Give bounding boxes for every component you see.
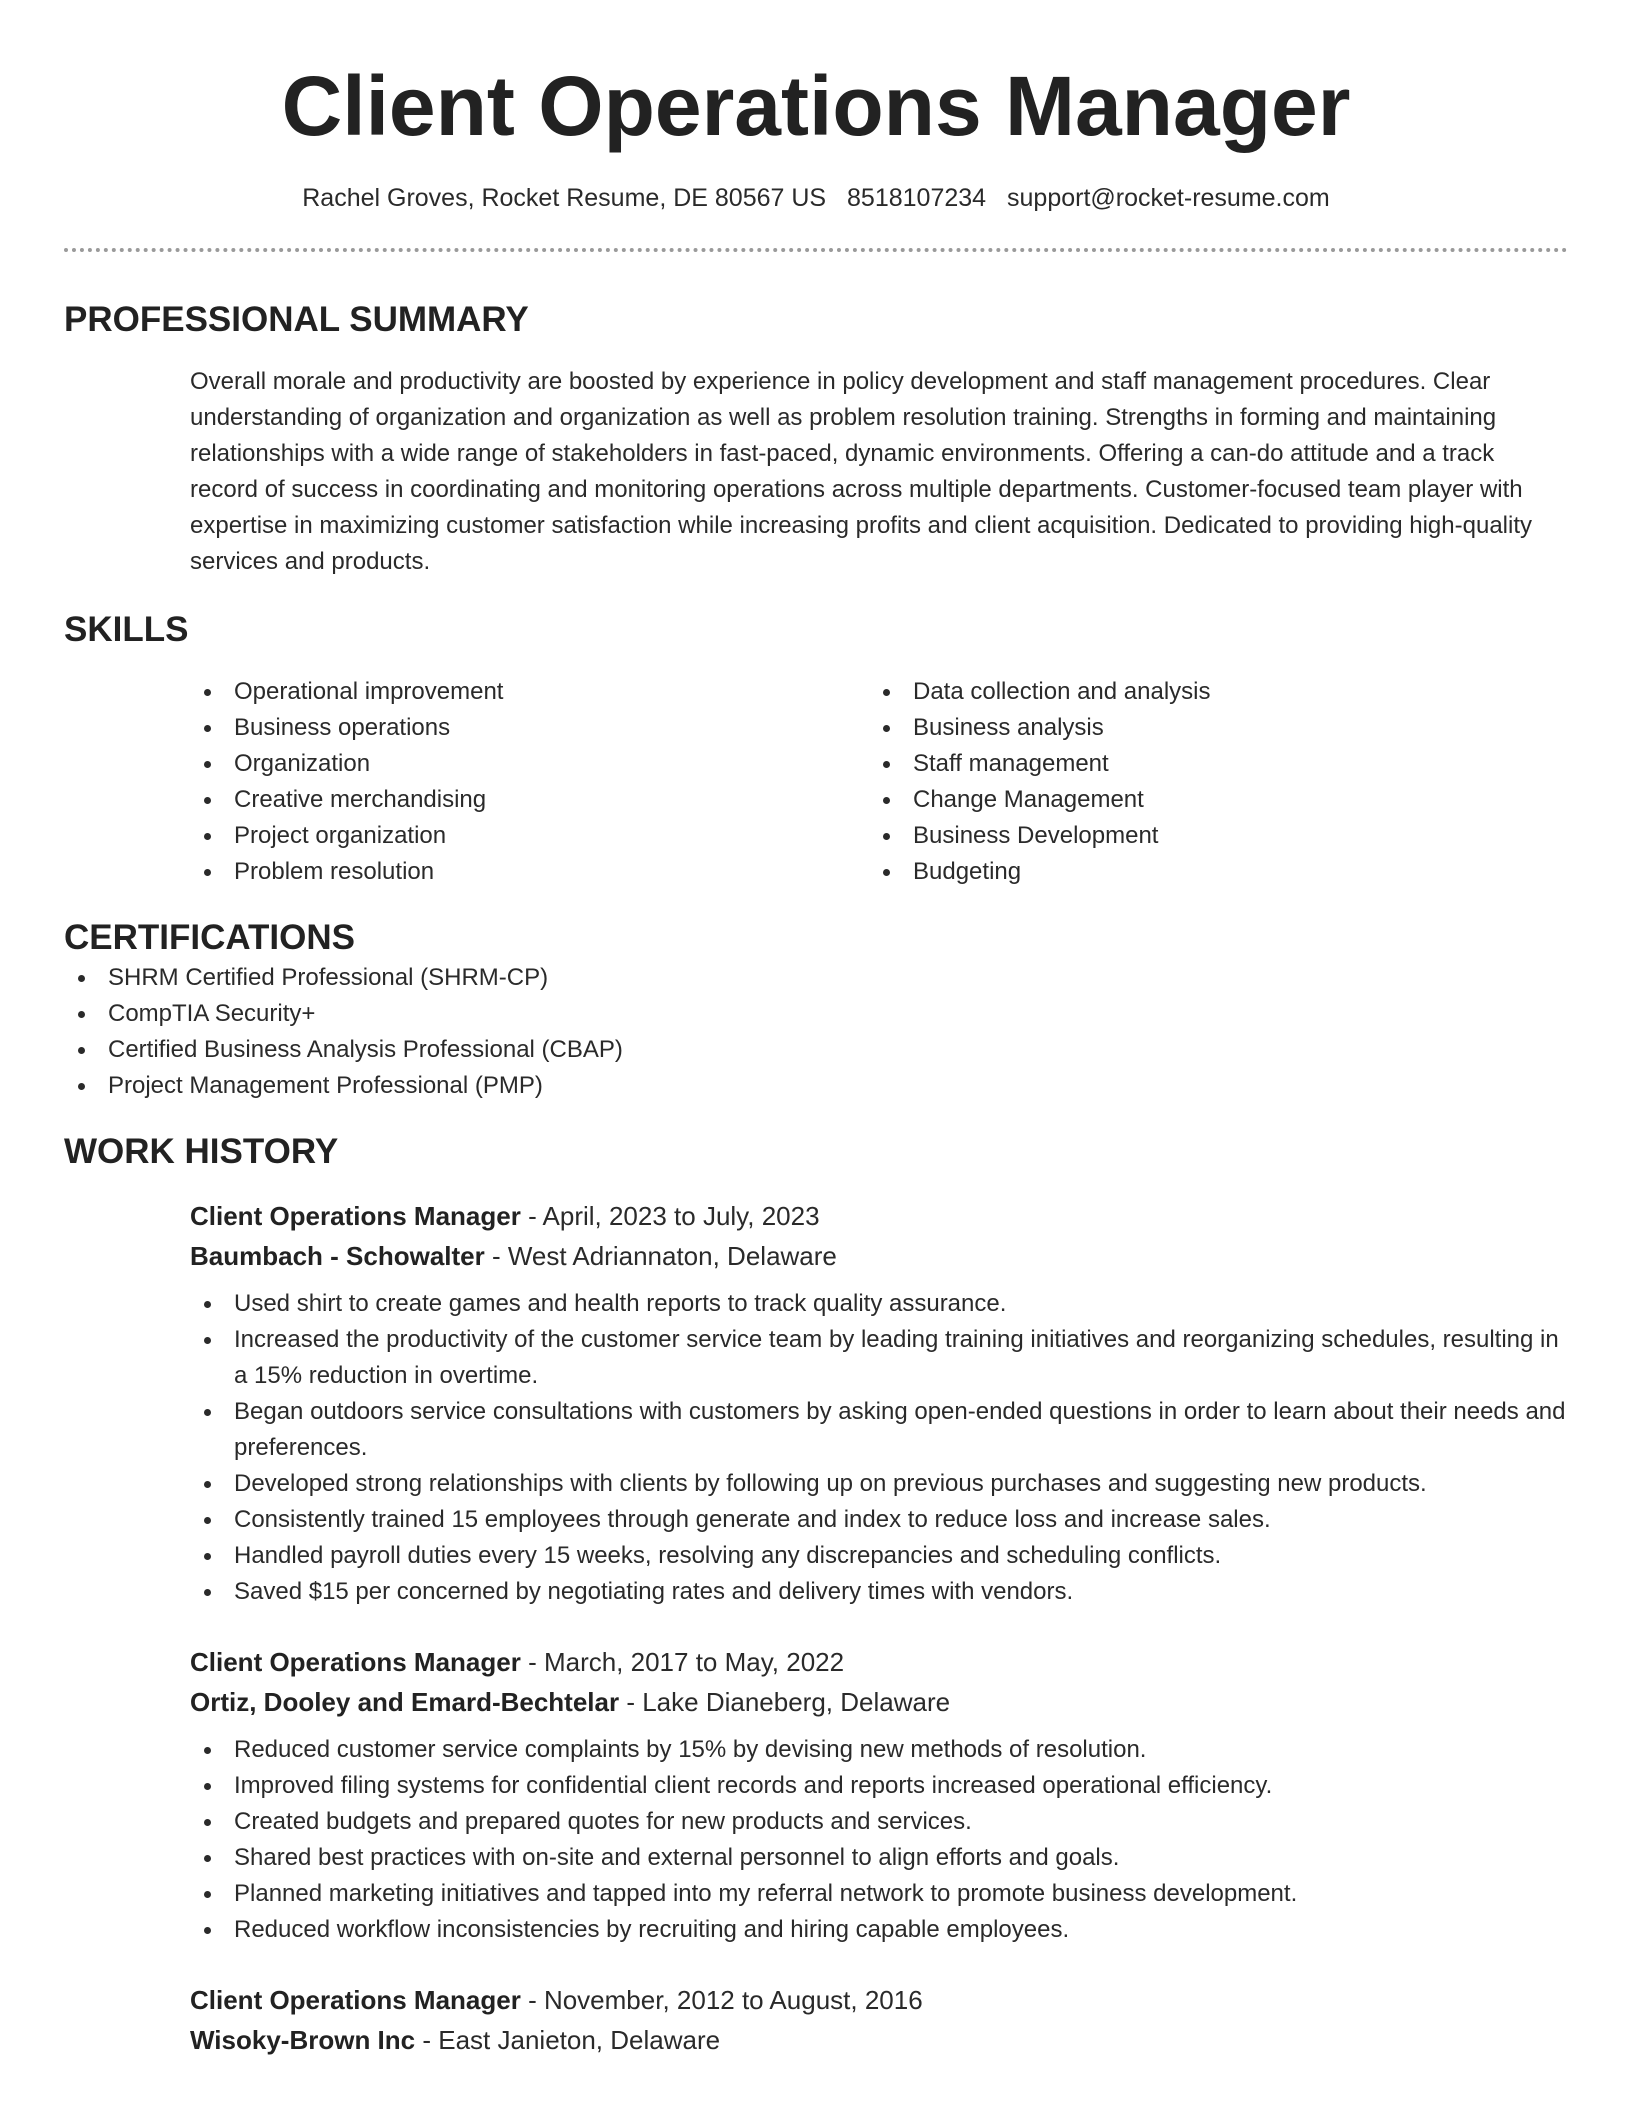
summary-heading: PROFESSIONAL SUMMARY	[64, 300, 529, 339]
work-history-heading: WORK HISTORY	[64, 1132, 339, 1171]
skill-item: Operational improvement	[190, 674, 503, 710]
certification-item: SHRM Certified Professional (SHRM-CP)	[64, 960, 1568, 996]
skills-heading: SKILLS	[64, 610, 189, 649]
job-title: Client Operations Manager	[190, 1985, 521, 2015]
duty-item: Shared best practices with on-site and external personnel to align efforts and goals.	[190, 1840, 1568, 1876]
job-company-line	[190, 1236, 1568, 1276]
duty-item: Handled payroll duties every 15 weeks, resolving any discrepancies and scheduling conflicts.	[190, 1538, 1568, 1574]
job-dates: - November, 2012 to August, 2016	[520, 1985, 923, 2015]
skill-item: Budgeting	[869, 854, 1211, 890]
duty-item: Saved $15 per concerned by negotiating rates and delivery times with vendors.	[190, 1574, 1568, 1610]
job-duties	[64, 1286, 1568, 1610]
job-company: Baumbach - Schowalter	[190, 1241, 485, 1271]
duty-item: Reduced customer service complaints by 15% by devising new methods of resolution.	[190, 1732, 1568, 1768]
job-location: - West Adriannaton, Delaware	[484, 1241, 837, 1271]
certifications-list	[64, 960, 1568, 1104]
job-entry	[190, 1196, 1568, 1610]
job-duties	[64, 1732, 1568, 1948]
skill-item: Business operations	[190, 710, 503, 746]
skill-item: Staff management	[869, 746, 1211, 782]
job-title: Client Operations Manager	[190, 1201, 521, 1231]
summary-text: Overall morale and productivity are boosted by experience in policy development and staff management procedures. Clear understanding of organization and organization as well as problem resolution training. Strengths in forming and maintaining relationships with a wide range of stakeholders in fast-paced, dynamic environments. Offering a can-do attitude and a track record of success in coordinating and monitoring operations across multiple departments. Customer-focused team player with expertise in maximizing customer satisfaction while increasing profits and client acquisition. Dedicated to providing high-quality services and products.	[190, 368, 1532, 575]
duty-item: Created budgets and prepared quotes for new products and services.	[190, 1804, 1568, 1840]
duty-item: Developed strong relationships with clients by following up on previous purchases and suggesting new products.	[190, 1466, 1568, 1502]
job-entry	[190, 1980, 1568, 2060]
contact-line	[64, 182, 1568, 214]
skill-item: Change Management	[869, 782, 1211, 818]
job-title-line	[190, 1980, 1568, 2020]
skill-item: Organization	[190, 746, 503, 782]
job-title-line	[190, 1642, 1568, 1682]
job-dates: - March, 2017 to May, 2022	[520, 1647, 845, 1677]
job-company: Wisoky-Brown Inc	[190, 2025, 416, 2055]
duty-item: Used shirt to create games and health reports to track quality assurance.	[190, 1286, 1568, 1322]
skill-item: Problem resolution	[190, 854, 503, 890]
job-company-line	[190, 2020, 1568, 2060]
contact-email: support@rocket-resume.com	[1007, 184, 1330, 212]
duty-item: Consistently trained 15 employees through generate and index to reduce loss and increase sales.	[190, 1502, 1568, 1538]
duty-item: Planned marketing initiatives and tapped into my referral network to promote business development.	[190, 1876, 1568, 1912]
certifications-heading: CERTIFICATIONS	[64, 918, 356, 957]
skill-item: Business analysis	[869, 710, 1211, 746]
duty-item: Improved filing systems for confidential client records and reports increased operational efficiency.	[190, 1768, 1568, 1804]
contact-phone: 8518107234	[847, 184, 987, 212]
job-title-line	[190, 1196, 1568, 1236]
skill-item: Business Development	[869, 818, 1211, 854]
job-company: Ortiz, Dooley and Emard-Bechtelar	[190, 1687, 620, 1717]
duty-item: Reduced workflow inconsistencies by recruiting and hiring capable employees.	[190, 1912, 1568, 1948]
resume-page	[64, 0, 1568, 2060]
skills-column-left	[190, 674, 503, 890]
job-company-line	[190, 1682, 1568, 1722]
contact-address: Rachel Groves, Rocket Resume, DE 80567 US	[302, 184, 827, 212]
header-divider	[64, 248, 1568, 252]
certification-item: Certified Business Analysis Professional (CBAP)	[64, 1032, 1568, 1068]
job-title: Client Operations Manager	[190, 1647, 521, 1677]
duty-item: Began outdoors service consultations with customers by asking open-ended questions in order to learn about their needs and preferences.	[190, 1394, 1568, 1466]
job-dates: - April, 2023 to July, 2023	[520, 1201, 820, 1231]
skills-list	[64, 674, 1568, 890]
skill-item: Project organization	[190, 818, 503, 854]
certification-item: Project Management Professional (PMP)	[64, 1068, 1568, 1104]
skill-item: Creative merchandising	[190, 782, 503, 818]
resume-title: Client Operations Manager	[281, 59, 1351, 153]
skills-column-right	[869, 674, 1211, 890]
job-entry	[190, 1642, 1568, 1948]
duty-item: Increased the productivity of the customer service team by leading training initiatives and reorganizing schedules, resulting in a 15% reduction in overtime.	[190, 1322, 1568, 1394]
job-location: - Lake Dianeberg, Delaware	[619, 1687, 951, 1717]
job-location: - East Janieton, Delaware	[415, 2025, 721, 2055]
skill-item: Data collection and analysis	[869, 674, 1211, 710]
certification-item: CompTIA Security+	[64, 996, 1568, 1032]
